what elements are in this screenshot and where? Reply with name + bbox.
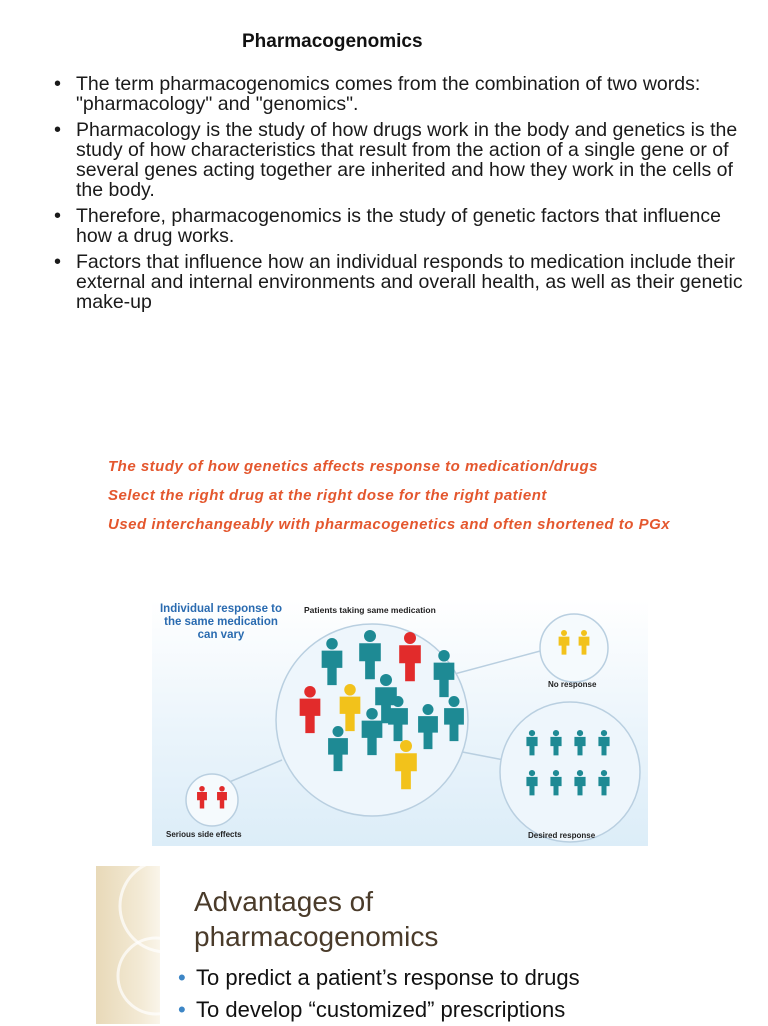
slide-bullet-dot: • [178,965,186,990]
response-infographic [152,600,648,846]
definition-line: The study of how genetics affects response to medication/drugs [108,458,598,475]
definition-line: Used interchangeably with pharmacogenetics and often shortened to PGx [108,516,671,533]
no-response-circle [540,614,608,682]
advantages-slide [96,866,768,1024]
infographic-top-label: Patients taking same medication [304,605,436,615]
no-response-label: No response [548,680,597,689]
slide-bullet-item [178,994,580,1026]
slide-decoration [96,866,160,1024]
serious-side-effects-label: Serious side effects [166,830,242,839]
definition-line: Select the right drug at the right dose for the right patient [108,487,547,504]
bullet-item [54,206,744,246]
bullet-text: The term pharmacogenomics comes from the combination of two words: "pharmacology" and "genomics". [76,73,701,115]
bullet-dot: • [54,73,62,95]
desired-response-label: Desired response [528,831,596,840]
slide-bullet-text: To develop “customized” prescriptions [196,997,566,1022]
bullet-dot: • [54,251,62,273]
slide-title-line: Advantages of [194,886,374,917]
decorative-swirl-icon [96,866,160,1024]
bullet-item [54,74,744,114]
bullet-dot: • [54,119,62,141]
desired-response-circle [500,702,640,842]
bullet-dot: • [54,205,62,227]
bullet-text: Pharmacology is the study of how drugs work in the body and genetics is the study of how characteristics that result from the action of a single gene or of several genes acting together are inherited and how they work in the cells of the body. [76,119,738,201]
slide-bullet-text: To predict a patient’s response to drugs [196,965,580,990]
slide-title [194,884,438,954]
slide-bullet-list [178,962,580,1026]
slide-bullet-dot: • [178,997,186,1022]
bullet-item [54,252,744,312]
infographic-heading: Individual response to the same medication can vary [159,603,283,641]
slide-bullet-item [178,962,580,994]
bullet-item [54,120,744,200]
bullet-text: Factors that influence how an individual responds to medication include their external and internal environments and overall health, as well as their genetic make-up [76,251,743,313]
definition-block [108,458,688,545]
page-title: Pharmacogenomics [242,31,423,52]
slide-title-line: pharmacogenomics [194,921,439,952]
bullet-text: Therefore, pharmacogenomics is the study of genetic factors that influence how a drug works. [76,205,721,247]
side-effects-circle [186,774,238,826]
intro-bullet-list [54,74,744,318]
